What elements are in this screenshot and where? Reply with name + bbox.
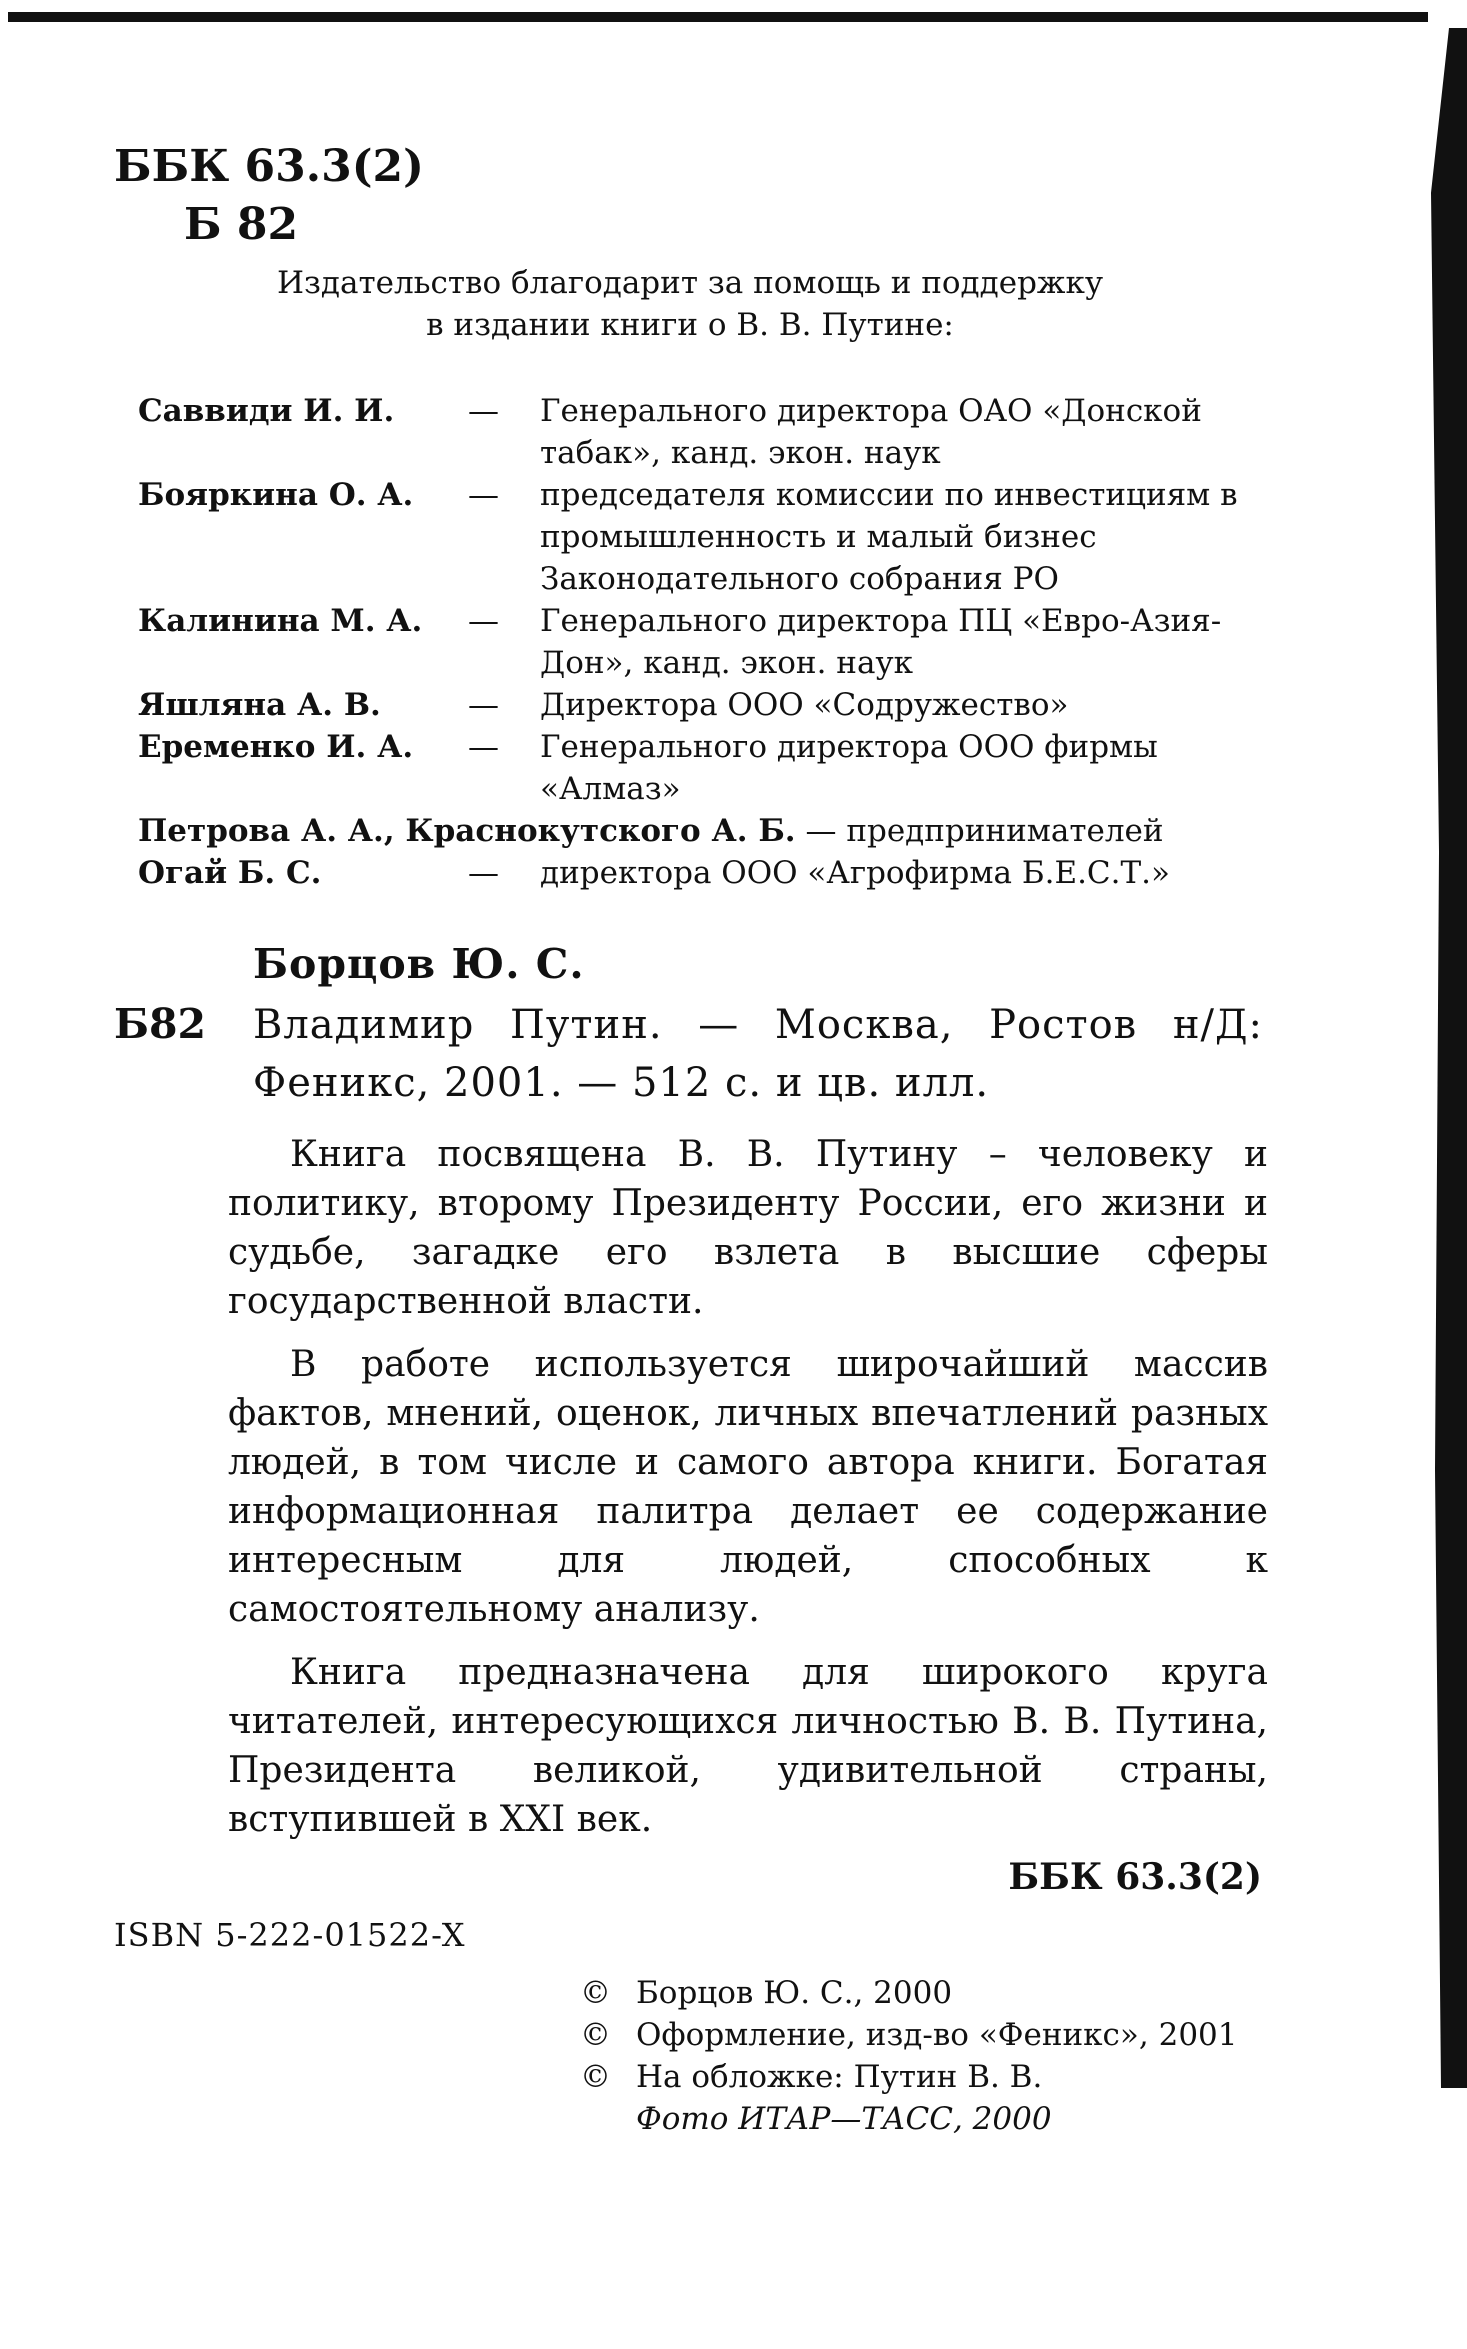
bbk-index: ББК 63.3(2) — [114, 141, 424, 192]
copyright-icon: © — [580, 1975, 611, 2011]
sponsor-name: Бояркина О. А. — [138, 477, 414, 513]
copyright-line — [580, 2056, 1238, 2098]
sponsor-title: Директора ООО «Содружество» — [540, 687, 1069, 723]
book-abstract — [228, 1130, 1268, 1858]
sponsor-row — [138, 726, 1288, 810]
abstract-paragraph: Книга предназначена для широкого круга читателей, интересующихся личностью В. В. Путина, Президента великой, удивительной страны, вступившей в XXI век. — [228, 1652, 1268, 1840]
sponsor-dash: — — [468, 603, 499, 639]
sponsor-row — [138, 390, 1288, 474]
copyright-text: Борцов Ю. С., 2000 — [636, 1975, 953, 2011]
sponsor-name: Еременко И. А. — [138, 729, 414, 765]
book-code: Б82 — [114, 1000, 207, 1048]
sponsor-dash: — — [468, 855, 499, 891]
sponsor-name: Калинина М. А. — [138, 603, 423, 639]
sponsor-name: Саввиди И. И. — [138, 393, 395, 429]
sponsor-row-joint — [138, 810, 1288, 852]
right-scan-edge — [1427, 28, 1467, 2088]
photo-credit: Фото ИТАР—ТАСС, 2000 — [636, 2101, 1052, 2137]
sponsor-title: Генерального директора ПЦ «Евро-Азия-Дон», канд. экон. наук — [540, 603, 1222, 681]
book-author: Борцов Ю. С. — [253, 940, 585, 988]
sponsor-title-joint: — предпринимателей — [805, 813, 1164, 849]
sponsor-name: Огай Б. С. — [138, 855, 322, 891]
sponsor-dash: — — [468, 477, 499, 513]
thanks-note — [200, 262, 1180, 346]
copyright-text: На обложке: Путин В. В. — [636, 2059, 1043, 2095]
sponsor-title: Генерального директора ОАО «Донской табак», канд. экон. наук — [540, 393, 1202, 471]
copyright-line — [580, 2014, 1238, 2056]
bbk-header — [114, 138, 424, 254]
sponsor-title: Генерального директора ООО фирмы «Алмаз» — [540, 729, 1158, 807]
abstract-paragraph: Книга посвящена В. В. Путину – человеку и политику, второму Президенту России, его жизни и судьбе, загадке его взлета в высшие сферы государственной власти. — [228, 1134, 1268, 1322]
sponsor-row — [138, 600, 1288, 684]
copyright-line — [580, 1972, 1238, 2014]
copyright-icon: © — [580, 2017, 611, 2053]
abstract-paragraph: В работе используется широчайший массив фактов, мнений, оценок, личных впечатлений разных людей, в том числе и самого автора книги. Богатая информационная палитра делает ее содержание интересным для людей, способных к самостоятельному анализу. — [228, 1344, 1268, 1630]
author-code: Б 82 — [184, 199, 299, 250]
sponsor-dash: — — [468, 393, 499, 429]
sponsor-name: Яшляна А. В. — [138, 687, 381, 723]
sponsor-list — [138, 390, 1288, 894]
thanks-line-2: в издании книги о В. В. Путине: — [426, 307, 954, 343]
sponsor-title: председателя комиссии по инвестициям в промышленность и малый бизнес Законодательного собрания РО — [540, 477, 1238, 597]
sponsor-row — [138, 474, 1288, 600]
sponsor-dash: — — [468, 687, 499, 723]
isbn: ISBN 5-222-01522-X — [114, 1916, 466, 1954]
copyright-block — [580, 1972, 1238, 2140]
sponsor-row — [138, 852, 1288, 894]
sponsor-title: директора ООО «Агрофирма Б.Е.С.Т.» — [540, 855, 1171, 891]
thanks-line-1: Издательство благодарит за помощь и поддержку — [276, 265, 1104, 301]
copyright-icon: © — [580, 2059, 611, 2095]
sponsor-row — [138, 684, 1288, 726]
top-scan-border — [8, 12, 1428, 22]
sponsor-dash: — — [468, 729, 499, 765]
sponsor-names-joint: Петрова А. А., Краснокутского А. Б. — [138, 813, 796, 849]
book-citation: Владимир Путин. — Москва, Ростов н/Д: Феникс, 2001. — 512 с. и цв. илл. — [253, 1002, 1263, 1106]
bbk-footer: ББК 63.3(2) — [1008, 1856, 1262, 1898]
copyright-text: Оформление, изд-во «Феникс», 2001 — [636, 2017, 1238, 2053]
